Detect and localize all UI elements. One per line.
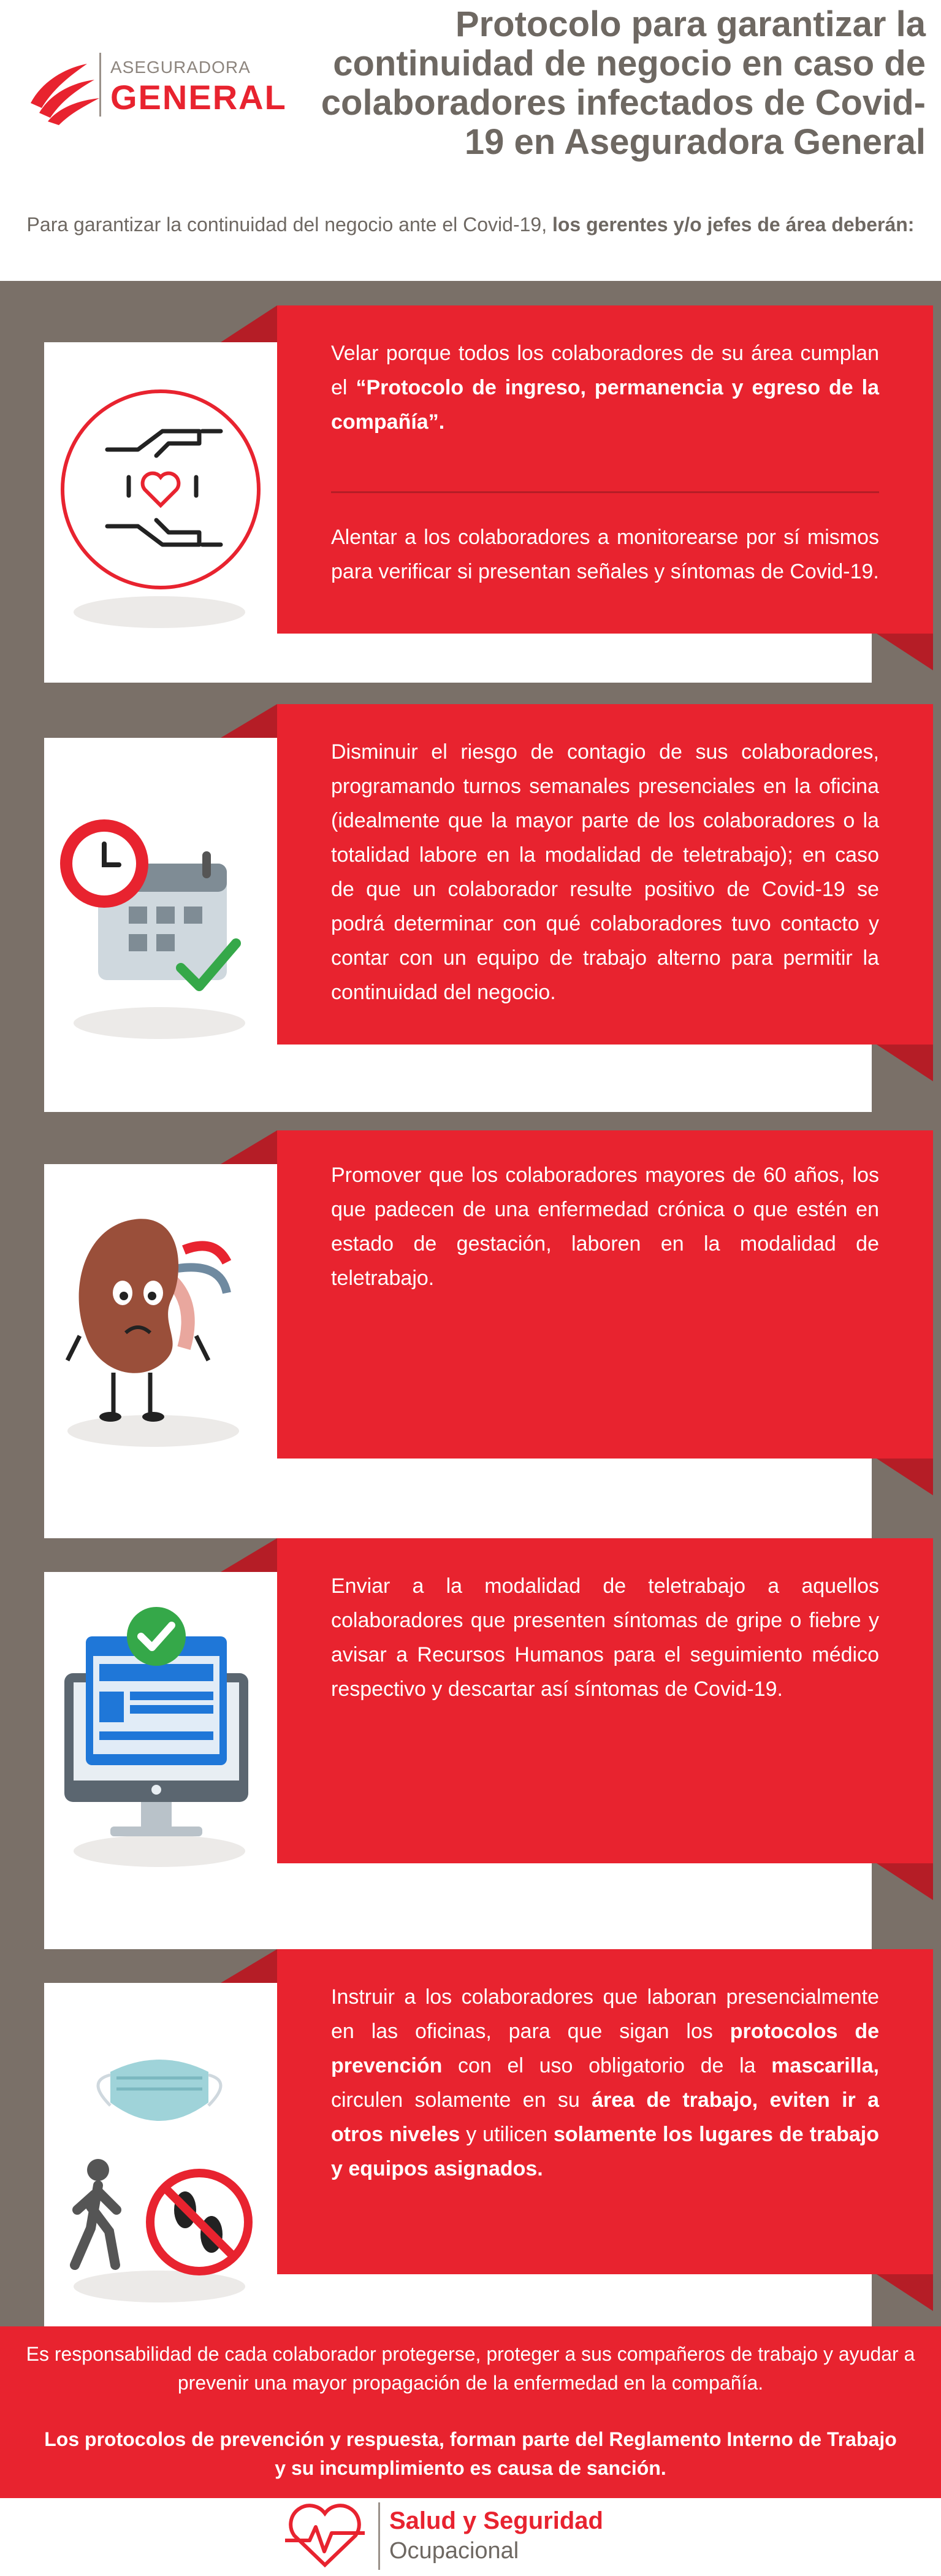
- card-1-divider: [331, 491, 879, 493]
- computer-check-icon: [55, 1600, 270, 1869]
- footer-paragraph-1: Es responsabilidad de cada colaborador protegerse, proteger a sus compañeros de trabajo y ayudar a prevenir una mayor propagación de la enfermedad en la compañía.: [26, 2343, 915, 2394]
- intro-text: [18, 209, 923, 240]
- card-1-paragraph-2: Alentar a los colaboradores a monitorearse por sí mismos para verificar si presentan señales y síntomas de Covid-19.: [331, 526, 879, 583]
- company-logo: [18, 49, 300, 141]
- sick-kidney-icon: [55, 1195, 270, 1452]
- brand-line-2: Ocupacional: [389, 2538, 519, 2564]
- intro-bold: los gerentes y/o jefes de área deberán:: [552, 213, 915, 236]
- protocol-panel: [0, 281, 941, 2326]
- calendar-clock-icon: [55, 815, 270, 1041]
- card-5-paragraph: Instruir a los colaboradores que laboran presencialmente en las oficinas, para que sigan los protocolos de prevención con el uso obligatorio de la mascarilla, circulen solamente en su área de trabajo, eviten ir a otros niveles y utilicen solamente los lugares de trabajo y equipos asignados.: [331, 1985, 879, 2180]
- card-2-paragraph: Disminuir el riesgo de contagio de sus colaboradores, programando turnos semanales presenciales en la oficina (idealmente que la mayor parte de los colaboradores o la totalidad labore en la modalidad de teletrabajo); en caso de que un colaborador resulte positivo de Covid-19 se podrá determinar con qué colaboradores tuvo contacto y contar con un equipo de trabajo alterno para permitir la continuidad del negocio.: [331, 740, 879, 1004]
- brand-line-1: Salud y Seguridad: [389, 2507, 603, 2534]
- logo-bottom-text: GENERAL: [110, 78, 287, 117]
- card-3-paragraph: Promover que los colaboradores mayores de 60 años, los que padecen de una enfermedad crónica o que estén en estado de gestación, laboren en la modalidad de teletrabajo.: [331, 1163, 879, 1290]
- footer-paragraph-2: Los protocolos de prevención y respuesta, forman parte del Reglamento Interno de Trabajo y su incumplimiento es causa de sanción.: [44, 2428, 897, 2479]
- heart-pulse-icon: [279, 2504, 371, 2571]
- card-4-paragraph: Enviar a la modalidad de teletrabajo a aquellos colaboradores que presenten síntomas de gripe o fiebre y avisar a Recursos Humanos para el seguimiento médico respectivo y descartar así síntomas de Covid-19.: [331, 1574, 879, 1701]
- page-title: Protocolo para garantizar la continuidad de negocio en caso de colaboradores infectados de Covid-19 en Aseguradora General: [321, 4, 926, 162]
- footer-brand: [279, 2502, 677, 2573]
- card-1-paragraph-1: Velar porque todos los colaboradores de su área cumplan el “Protocolo de ingreso, permanencia y egreso de la compañía”.: [331, 342, 879, 434]
- mask-no-walking-icon: [55, 2017, 270, 2305]
- footer-notice: [0, 2326, 941, 2498]
- intro-normal: Para garantizar la continuidad del negocio ante el Covid-19,: [26, 213, 552, 236]
- logo-top-text: ASEGURADORA: [110, 58, 251, 77]
- aseguradora-swoosh-logo-icon: [18, 49, 104, 129]
- hands-heart-icon: [55, 385, 270, 631]
